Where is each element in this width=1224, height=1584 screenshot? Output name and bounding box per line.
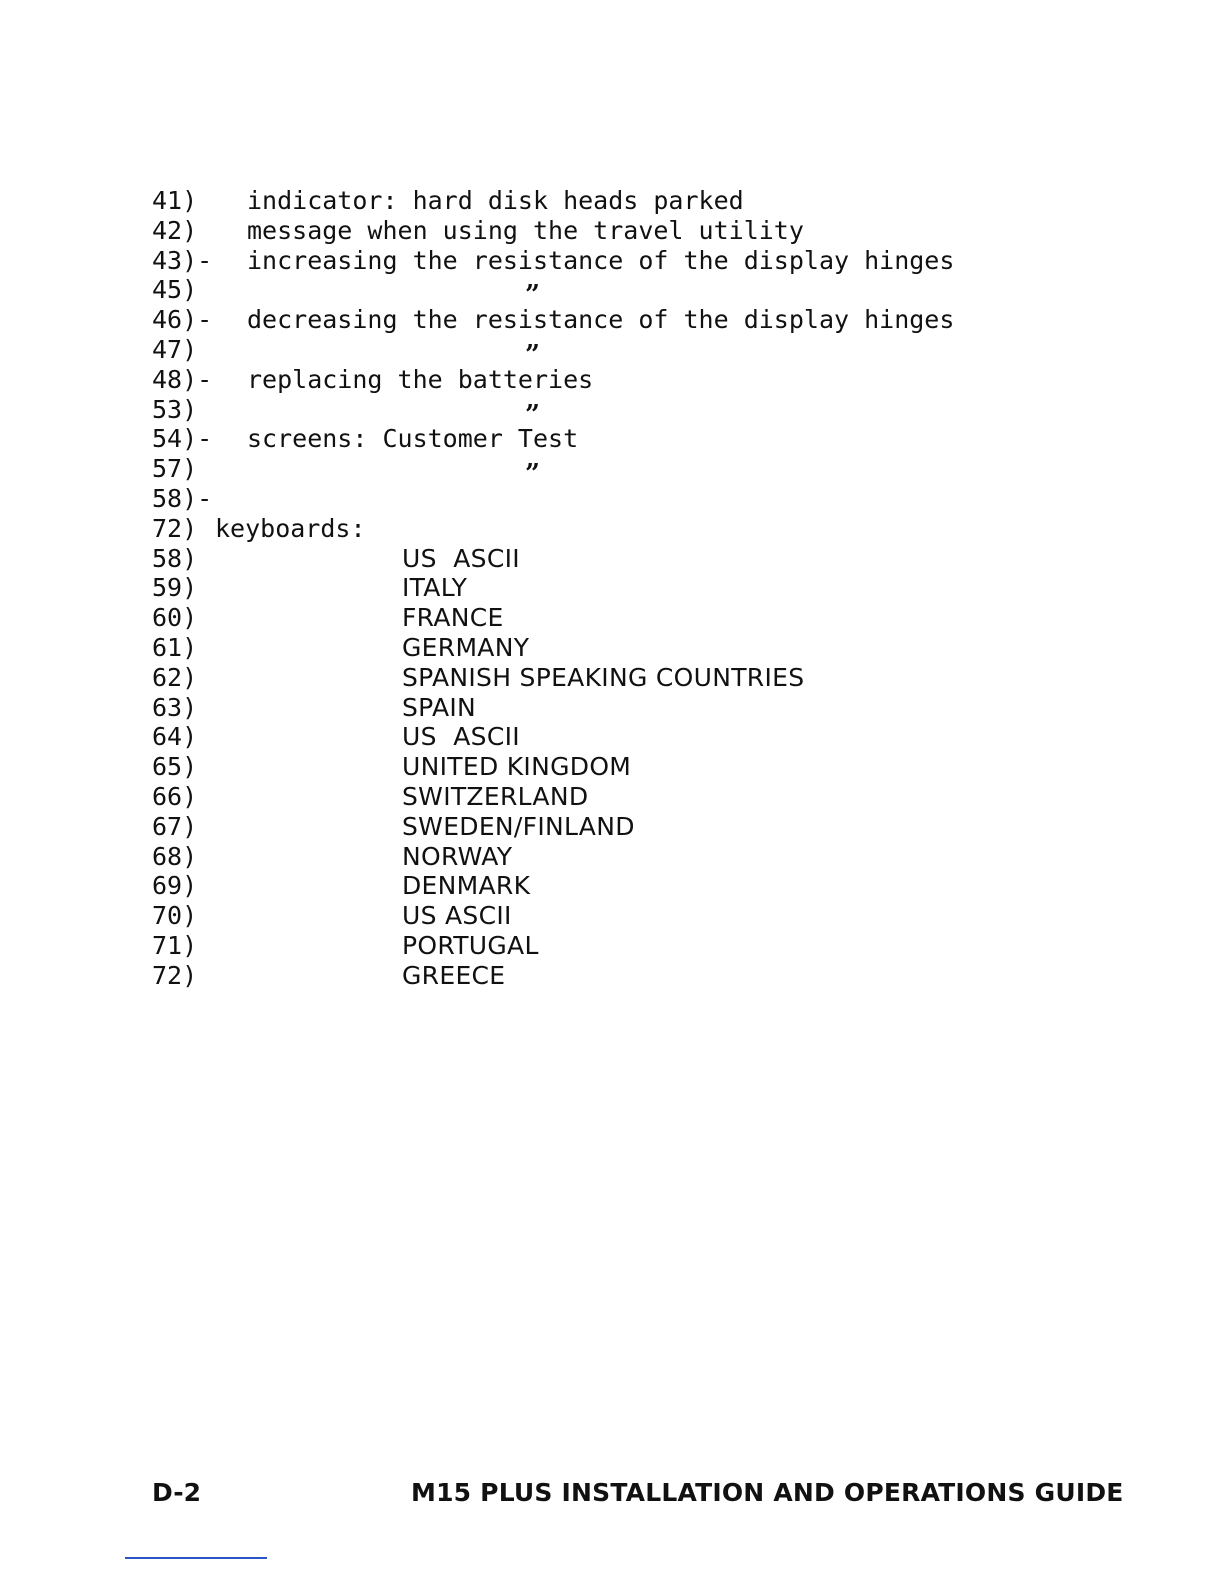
keyboard-item — [152, 544, 1102, 574]
item-description: replacing the batteries — [247, 364, 594, 394]
item-number: 58)- — [152, 483, 213, 513]
keyboards-heading: keyboards: — [215, 513, 366, 543]
keyboard-name: NORWAY — [402, 841, 513, 871]
keyboard-name: SPAIN — [402, 692, 477, 722]
item-description: indicator: hard disk heads parked — [247, 186, 744, 215]
list-item — [152, 305, 1102, 335]
keyboard-item — [152, 693, 1102, 723]
item-number: 71) — [152, 930, 198, 960]
keyboard-name: GERMANY — [402, 632, 530, 662]
item-number: 61) — [152, 632, 198, 662]
item-number: 70) — [152, 901, 198, 931]
list-item — [152, 394, 1102, 430]
page-number: D-2 — [152, 1478, 201, 1507]
item-description: screens: Customer Test — [247, 424, 579, 454]
keyboard-name: US ASCII — [402, 543, 520, 573]
keyboard-name: SWITZERLAND — [402, 781, 589, 811]
item-number: 42) — [152, 215, 198, 245]
keyboard-item — [152, 842, 1102, 872]
keyboard-name: UNITED KINGDOM — [402, 752, 632, 782]
keyboard-name: SPANISH SPEAKING COUNTRIES — [402, 662, 805, 692]
ditto-mark: ” — [525, 280, 540, 311]
keyboard-item — [152, 961, 1102, 991]
item-number: 54)- — [152, 424, 213, 454]
guide-title: M15 PLUS INSTALLATION AND OPERATIONS GUIDE — [411, 1478, 1124, 1507]
item-number: 62) — [152, 662, 198, 692]
list-item — [152, 275, 1102, 311]
keyboard-name: US ASCII — [402, 722, 520, 752]
ditto-mark: ” — [525, 459, 540, 490]
keyboard-item — [152, 722, 1102, 752]
keyboard-item — [152, 901, 1102, 931]
item-number: 65) — [152, 752, 198, 782]
keyboard-item — [152, 812, 1102, 842]
keyboard-item — [152, 871, 1102, 901]
keyboard-name: US ASCII — [402, 901, 512, 931]
item-number: 58) — [152, 543, 198, 573]
list-item — [152, 186, 1102, 216]
item-number: 53) — [152, 394, 198, 424]
list-item — [152, 484, 1102, 514]
ditto-mark: ” — [525, 339, 540, 370]
keyboard-name: SWEDEN/FINLAND — [402, 811, 635, 841]
item-number: 57) — [152, 454, 198, 484]
item-number: 48)- — [152, 364, 213, 394]
list-item — [152, 514, 1102, 544]
keyboard-name: DENMARK — [402, 871, 531, 901]
item-number: 72) — [152, 513, 198, 543]
list-item — [152, 454, 1102, 490]
item-number: 72) — [152, 960, 198, 990]
figure-index-list — [152, 186, 1102, 991]
list-item — [152, 424, 1102, 454]
keyboard-name: FRANCE — [402, 603, 504, 633]
page-footer — [0, 1476, 1224, 1510]
keyboard-list — [152, 544, 1102, 991]
item-description: message when using the travel utility — [247, 215, 804, 245]
keyboard-item — [152, 663, 1102, 693]
item-number: 60) — [152, 603, 198, 633]
keyboard-item — [152, 633, 1102, 663]
item-number: 47) — [152, 334, 198, 364]
item-number: 63) — [152, 692, 198, 722]
keyboard-item — [152, 782, 1102, 812]
item-number: 68) — [152, 841, 198, 871]
item-number: 59) — [152, 573, 198, 603]
list-item — [152, 365, 1102, 395]
item-number: 43)- — [152, 245, 213, 275]
ditto-mark: ” — [525, 399, 540, 430]
item-number: 69) — [152, 871, 198, 901]
keyboard-item — [152, 573, 1102, 603]
item-description: increasing the resistance of the display hinges — [247, 245, 955, 275]
keyboard-name: ITALY — [402, 573, 468, 603]
list-item — [152, 216, 1102, 246]
item-number: 45) — [152, 275, 198, 305]
keyboard-item — [152, 752, 1102, 782]
list-item — [152, 334, 1102, 370]
keyboard-item — [152, 603, 1102, 633]
item-number: 46)- — [152, 305, 213, 335]
keyboard-name: PORTUGAL — [402, 930, 539, 960]
item-description: decreasing the resistance of the display hinges — [247, 305, 955, 335]
item-number: 41) — [152, 186, 198, 215]
item-number: 64) — [152, 722, 198, 752]
scan-edge-line — [125, 1557, 267, 1559]
keyboard-item — [152, 931, 1102, 961]
list-item — [152, 246, 1102, 276]
item-number: 66) — [152, 781, 198, 811]
item-number: 67) — [152, 811, 198, 841]
keyboard-name: GREECE — [402, 960, 506, 990]
